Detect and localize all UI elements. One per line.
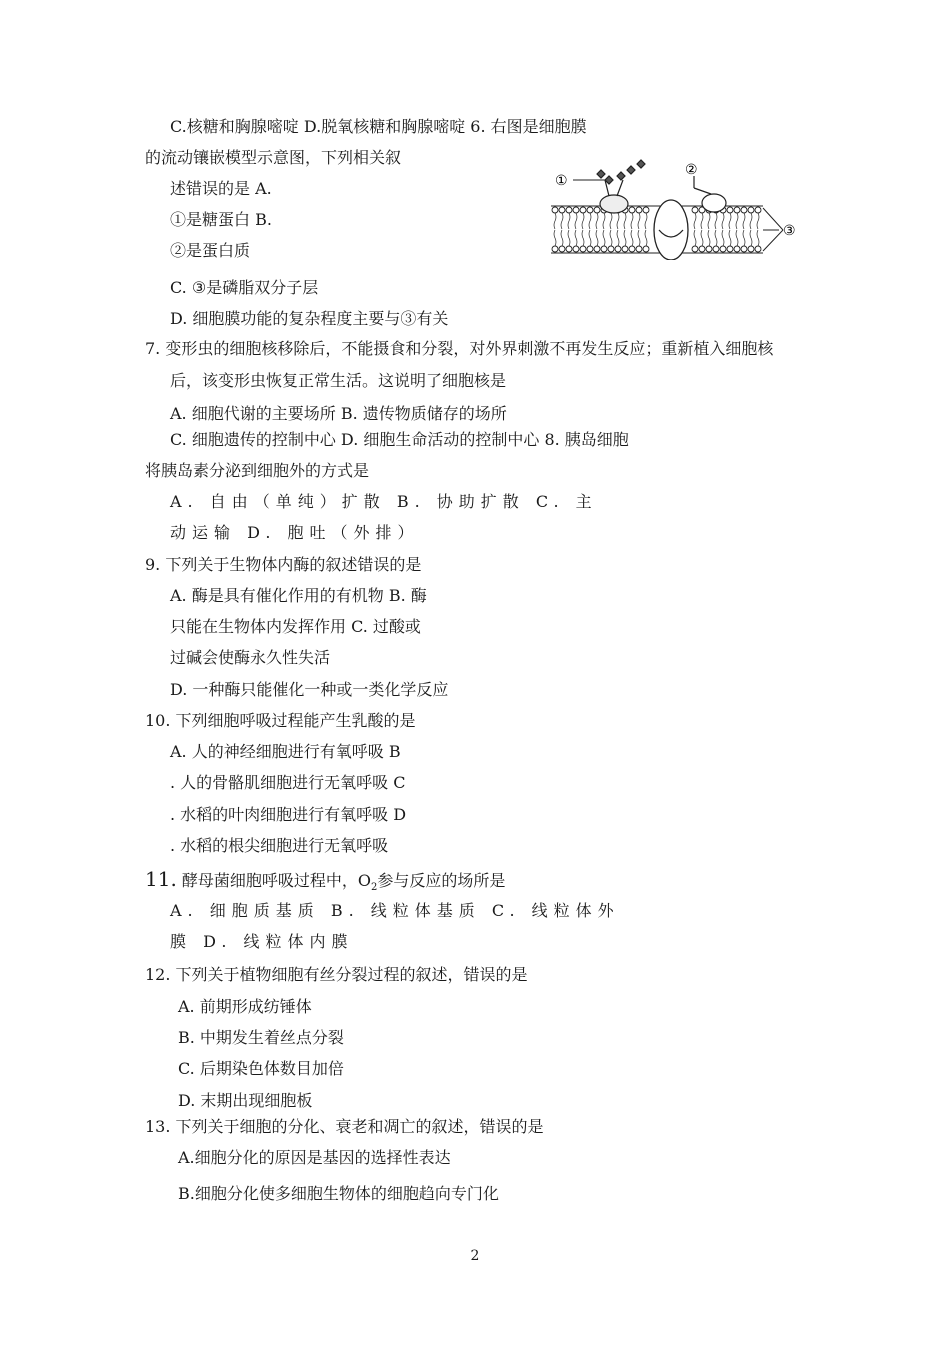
- lipid-head: [727, 246, 733, 252]
- lipid-head: [636, 246, 642, 252]
- cell-membrane-diagram: [547, 156, 799, 260]
- lipid-tail: [757, 230, 759, 246]
- q8-line1: 将胰岛素分泌到细胞外的方式是: [145, 461, 370, 480]
- lipid-tail: [554, 213, 556, 229]
- fig-label-3: ③: [783, 223, 796, 239]
- q12-option-d: D. 末期出现细胞板: [178, 1091, 313, 1110]
- lipid-head: [608, 246, 614, 252]
- lipid-head: [643, 207, 649, 213]
- q9-line3: 过碱会使酶永久性失活: [170, 648, 331, 667]
- q12-option-c: C. 后期染色体数目加倍: [178, 1059, 344, 1078]
- lipid-tail: [750, 230, 752, 246]
- lipid-tail: [568, 213, 570, 229]
- lipid-tail: [729, 213, 731, 229]
- lipid-tail: [610, 230, 612, 246]
- lipid-tail: [736, 230, 738, 246]
- peripheral-protein: [694, 176, 726, 212]
- q7-options-cd: C. 细胞遗传的控制中心 D. 细胞生命活动的控制中心 8. 胰岛细胞: [170, 430, 629, 449]
- lipid-head: [734, 207, 740, 213]
- lipid-tail: [701, 230, 703, 246]
- q6-line3: 述错误的是 A.: [170, 179, 272, 198]
- lipid-tail: [603, 213, 605, 229]
- lipid-tail: [554, 230, 556, 246]
- lipid-tail: [603, 230, 605, 246]
- q11-line1: A. 细胞质基质 B. 线粒体基质 C. 线粒体外: [170, 901, 620, 920]
- lipid-head: [594, 207, 600, 213]
- q12-option-a: A. 前期形成纺锤体: [178, 997, 312, 1016]
- lipid-head: [601, 246, 607, 252]
- q6-option-c: C. ③是磷脂双分子层: [170, 278, 319, 297]
- lipid-head: [755, 246, 761, 252]
- lipid-tail: [701, 213, 703, 229]
- lipid-tail: [694, 230, 696, 246]
- lipid-head: [559, 246, 565, 252]
- lipid-head: [692, 207, 698, 213]
- lipid-tail: [617, 213, 619, 229]
- lipid-tail: [750, 213, 752, 229]
- lipid-tail: [645, 230, 647, 246]
- lipid-head: [580, 246, 586, 252]
- lipid-tail: [743, 213, 745, 229]
- transmembrane-protein: [654, 200, 688, 260]
- q11-subscript: 2: [371, 882, 378, 894]
- q13-stem: 13. 下列关于细胞的分化、衰老和凋亡的叙述，错误的是: [145, 1117, 544, 1136]
- lipid-tail: [631, 230, 633, 246]
- lipid-head: [580, 207, 586, 213]
- q8-line3: 动运输 D. 胞吐（外排）: [170, 523, 420, 542]
- lipid-tail: [708, 213, 710, 229]
- lipid-head: [566, 246, 572, 252]
- lipid-tail: [631, 213, 633, 229]
- q11-stem-b: 参与反应的场所是: [377, 871, 506, 890]
- lipid-tail: [638, 230, 640, 246]
- lipid-tail: [694, 213, 696, 229]
- q13-option-a: A.细胞分化的原因是基因的选择性表达: [178, 1148, 451, 1167]
- q9-stem: 9. 下列关于生物体内酶的叙述错误的是: [145, 555, 422, 574]
- lipid-head: [755, 207, 761, 213]
- lipid-head: [741, 246, 747, 252]
- q11-stem-a: 酵母菌细胞呼吸过程中，O: [181, 871, 372, 890]
- q9-line4: D. 一种酶只能催化一种或一类化学反应: [170, 680, 449, 699]
- q10-stem: 10. 下列细胞呼吸过程能产生乳酸的是: [145, 711, 416, 730]
- q10-line2: . 人的骨骼肌细胞进行无氧呼吸 C: [170, 773, 406, 792]
- lipid-head: [643, 246, 649, 252]
- lipid-tail: [722, 230, 724, 246]
- lipid-head: [559, 207, 565, 213]
- lipid-head: [713, 246, 719, 252]
- lipid-tail: [561, 230, 563, 246]
- lipid-tail: [708, 230, 710, 246]
- q13-option-b: B.细胞分化使多细胞生物体的细胞趋向专门化: [178, 1184, 499, 1203]
- q8-line2: A. 自由（单纯）扩散 B. 协助扩散 C. 主: [170, 492, 598, 511]
- q6-line5: ②是蛋白质: [170, 241, 251, 260]
- lipid-tail: [589, 230, 591, 246]
- q6-line1: C.核糖和胸腺嘧啶 D.脱氧核糖和胸腺嘧啶 6. 右图是细胞膜: [170, 117, 587, 136]
- lipid-tail: [729, 230, 731, 246]
- lipid-head: [594, 246, 600, 252]
- lipid-head: [629, 246, 635, 252]
- q10-line4: . 水稻的根尖细胞进行无氧呼吸: [170, 836, 389, 855]
- q12-stem: 12. 下列关于植物细胞有丝分裂过程的叙述，错误的是: [145, 965, 528, 984]
- q12-option-b: B. 中期发生着丝点分裂: [178, 1028, 344, 1047]
- lipid-head: [636, 207, 642, 213]
- q11-line2: 膜 D. 线粒体内膜: [170, 932, 354, 951]
- lipid-head: [741, 207, 747, 213]
- lipid-head: [748, 246, 754, 252]
- q9-line1: A. 酶是具有催化作用的有机物 B. 酶: [170, 586, 427, 605]
- lipid-head: [587, 246, 593, 252]
- lipid-head: [692, 246, 698, 252]
- q6-line4: ①是糖蛋白 B.: [170, 210, 272, 229]
- lipid-tail: [561, 213, 563, 229]
- lipid-head: [552, 246, 558, 252]
- lipid-tail: [638, 213, 640, 229]
- lipid-tail: [743, 230, 745, 246]
- page-number: 2: [470, 1248, 480, 1264]
- lipid-tail: [715, 230, 717, 246]
- lipid-tail: [575, 230, 577, 246]
- lipid-tail: [596, 230, 598, 246]
- q10-line1: A. 人的神经细胞进行有氧呼吸 B: [170, 742, 401, 761]
- q9-line2: 只能在生物体内发挥作用 C. 过酸或: [170, 617, 421, 636]
- q6-option-d: D. 细胞膜功能的复杂程度主要与③有关: [170, 309, 449, 328]
- lipid-tail: [624, 213, 626, 229]
- lipid-tail: [589, 213, 591, 229]
- q7-options-ab: A. 细胞代谢的主要场所 B. 遗传物质储存的场所: [170, 404, 507, 423]
- q10-line3: . 水稻的叶肉细胞进行有氧呼吸 D: [170, 805, 407, 824]
- lipid-head: [566, 207, 572, 213]
- lipid-head: [587, 207, 593, 213]
- q7-line1: 7. 变形虫的细胞核移除后，不能摄食和分裂，对外界刺激不再发生反应；重新植入细胞核: [145, 339, 774, 358]
- q7-line2: 后，该变形虫恢复正常生活。这说明了细胞核是: [170, 371, 507, 390]
- lipid-tail: [582, 213, 584, 229]
- q11-stem-line: [145, 869, 505, 898]
- lipid-tail: [617, 230, 619, 246]
- lipid-tail: [645, 213, 647, 229]
- lipid-head: [629, 207, 635, 213]
- lipid-head: [706, 246, 712, 252]
- lipid-tail: [715, 213, 717, 229]
- glycoprotein: [597, 160, 645, 213]
- lipid-head: [573, 246, 579, 252]
- lipid-tail: [736, 213, 738, 229]
- q6-line2: 的流动镶嵌模型示意图，下列相关叙: [145, 148, 402, 167]
- fig-label-2: ②: [685, 162, 698, 178]
- lipid-head: [720, 246, 726, 252]
- lipid-tail: [610, 213, 612, 229]
- fig-label-1: ①: [555, 173, 568, 189]
- lipid-head: [615, 246, 621, 252]
- lipid-head: [748, 207, 754, 213]
- lipid-tail: [722, 213, 724, 229]
- lipid-head: [727, 207, 733, 213]
- lipid-tail: [582, 230, 584, 246]
- lipid-tail: [575, 213, 577, 229]
- lipid-tail: [596, 213, 598, 229]
- lipid-tail: [757, 213, 759, 229]
- lipid-head: [699, 246, 705, 252]
- lipid-head: [552, 207, 558, 213]
- lipid-head: [734, 246, 740, 252]
- q11-number: 11.: [145, 867, 177, 891]
- lipid-head: [622, 246, 628, 252]
- lipid-tail: [624, 230, 626, 246]
- lipid-head: [573, 207, 579, 213]
- lipid-tail: [568, 230, 570, 246]
